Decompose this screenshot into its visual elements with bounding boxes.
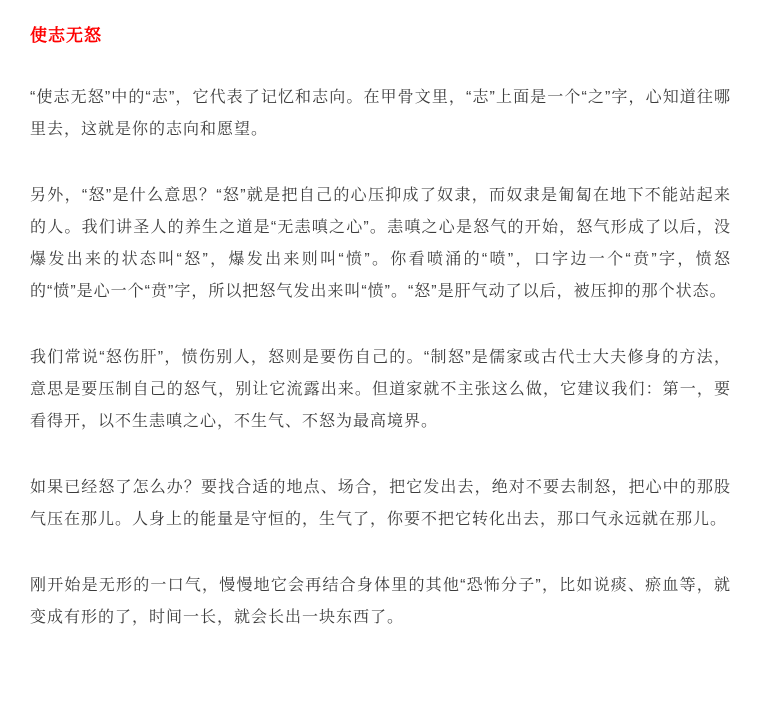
article-title: 使志无怒: [30, 26, 102, 45]
article-paragraph: 我们常说“怒伤肝”，愤伤别人，怒则是要伤自己的。“制怒”是儒家或古代士大夫修身的方法，意思是要压制自己的怒气，别让它流露出来。但道家就不主张这么做，它建议我们：第一，要看得开，以不生恚嗔之心，不生气、不怒为最高境界。: [30, 349, 731, 430]
article-paragraph: 另外，“怒”是什么意思？“怒”就是把自己的心压抑成了奴隶，而奴隶是匍匐在地下不能站起来的人。我们讲圣人的养生之道是“无恚嗔之心”。恚嗔之心是怒气的开始，怒气形成了以后，没爆发出来的状态叫“怒”，爆发出来则叫“愤”。你看喷涌的“喷”，口字边一个“贲”字，愤怒的“愤”是心一个“贲”字，所以把怒气发出来叫“愤”。“怒”是肝气动了以后，被压抑的那个状态。: [30, 187, 731, 300]
article-paragraph: 如果已经怒了怎么办？要找合适的地点、场合，把它发出去，绝对不要去制怒，把心中的那股气压在那儿。人身上的能量是守恒的，生气了，你要不把它转化出去，那口气永远就在那儿。: [30, 479, 731, 528]
article-paragraph: 刚开始是无形的一口气，慢慢地它会再结合身体里的其他“恐怖分子”，比如说痰、瘀血等，就变成有形的了，时间一长，就会长出一块东西了。: [30, 577, 731, 626]
article-paragraph: “使志无怒”中的“志”，它代表了记忆和志向。在甲骨文里，“志”上面是一个“之”字，心知道往哪里去，这就是你的志向和愿望。: [30, 89, 731, 138]
